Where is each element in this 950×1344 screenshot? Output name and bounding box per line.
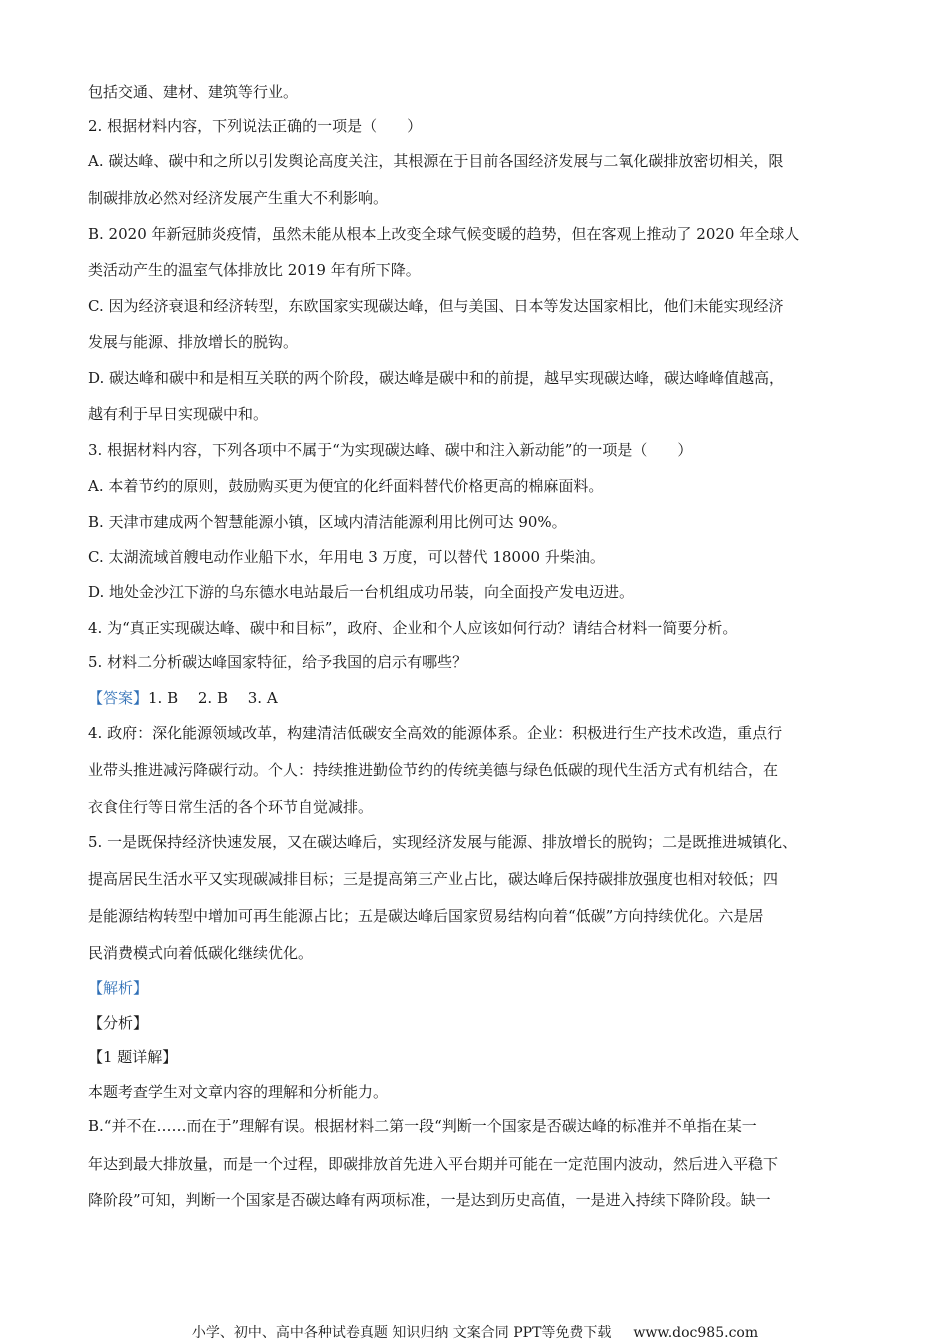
option-2b: B. 2020 年新冠肺炎疫情，虽然未能从根本上改变全球气候变暖的趋势，但在客观上推动了 2020 年全球人 [88,225,800,243]
option-2c: C. 因为经济衰退和经济转型，东欧国家实现碳达峰，但与美国、日本等发达国家相比，他们未能实现经济 [88,297,784,315]
q1-detail-heading: 【1 题详解】 [88,1048,178,1066]
answer-label: 【答案】 [88,689,149,707]
option-2d-cont: 越有利于早日实现碳中和。 [88,405,269,423]
q1-detail-text: 年达到最大排放量，而是一个过程，即碳排放首先进入平台期并可能在一定范围内波动，然后进入平稳下 [88,1155,779,1173]
answer-4: 4. 政府：深化能源领域改革，构建清洁低碳安全高效的能源体系。企业：积极进行生产技术改造，重点行 [88,724,783,742]
option-2a: A. 碳达峰、碳中和之所以引发舆论高度关注，其根源在于目前各国经济发展与二氧化碳排放密切相关，限 [88,152,784,170]
question-3: 3. 根据材料内容，下列各项中不属于“为实现碳达峰、碳中和注入新动能”的一项是（ ） [88,441,693,459]
answer-text: 1. B 2. B 3. A [148,689,278,707]
footer-link[interactable]: www.doc985.com [633,1325,759,1341]
q1-detail-text: B.“并不在……而在于”理解有误。根据材料二第一段“判断一个国家是否碳达峰的标准并不单指在某一 [88,1117,757,1135]
question-4: 4. 为“真正实现碳达峰、碳中和目标”，政府、企业和个人应该如何行动？请结合材料一简要分析。 [88,619,738,637]
question-5: 5. 材料二分析碳达峰国家特征，给予我国的启示有哪些？ [88,653,468,671]
option-3b: B. 天津市建成两个智慧能源小镇，区域内清洁能源利用比例可达 90%。 [88,513,567,531]
option-3d: D. 地处金沙江下游的乌东德水电站最后一台机组成功吊装，向全面投产发电迈进。 [88,583,635,601]
answer-5: 5. 一是既保持经济快速发展，又在碳达峰后，实现经济发展与能源、排放增长的脱钩；二是既推进城镇化、 [88,833,798,851]
q1-detail-text: 本题考查学生对文章内容的理解和分析能力。 [88,1083,389,1101]
option-3a: A. 本着节约的原则，鼓励购买更为便宜的化纤面料替代价格更高的棉麻面料。 [88,477,604,495]
option-2d: D. 碳达峰和碳中和是相互关联的两个阶段，碳达峰是碳中和的前提，越早实现碳达峰，碳达峰峰值越高， [88,369,785,387]
answer-5-cont: 提高居民生活水平又实现碳减排目标；三是提高第三产业占比，碳达峰后保持碳排放强度也相对较低；四 [88,870,779,888]
answer-line [88,688,278,708]
q1-detail-text: 降阶段”可知，判断一个国家是否碳达峰有两项标准，一是达到历史高值，一是进入持续下降阶段。缺一 [88,1191,771,1209]
option-2b-cont: 类活动产生的温室气体排放比 2019 年有所下降。 [88,261,421,279]
answer-5-cont: 是能源结构转型中增加可再生能源占比；五是碳达峰后国家贸易结构向着“低碳”方向持续优化。六是居 [88,907,764,925]
text-line: 包括交通、建材、建筑等行业。 [88,83,299,101]
answer-4-cont: 业带头推进减污降碳行动。个人：持续推进勤俭节约的传统美德与绿色低碳的现代生活方式有机结合，在 [88,761,779,779]
option-3c: C. 太湖流域首艘电动作业船下水，年用电 3 万度，可以替代 18000 升柴油。 [88,548,605,566]
option-2c-cont: 发展与能源、排放增长的脱钩。 [88,333,299,351]
analysis-heading: 【解析】 [88,979,149,997]
option-2a-cont: 制碳排放必然对经济发展产生重大不利影响。 [88,189,389,207]
answer-4-cont: 衣食住行等日常生活的各个环节自觉减排。 [88,798,374,816]
footer-text: 小学、初中、高中各种试卷真题 知识归纳 文案合同 PPT等免费下载 [191,1325,612,1341]
question-2: 2. 根据材料内容，下列说法正确的一项是（ ） [88,117,423,135]
answer-5-cont: 民消费模式向着低碳化继续优化。 [88,944,314,962]
analysis-subheading: 【分析】 [88,1014,149,1032]
page-footer [0,1324,950,1342]
